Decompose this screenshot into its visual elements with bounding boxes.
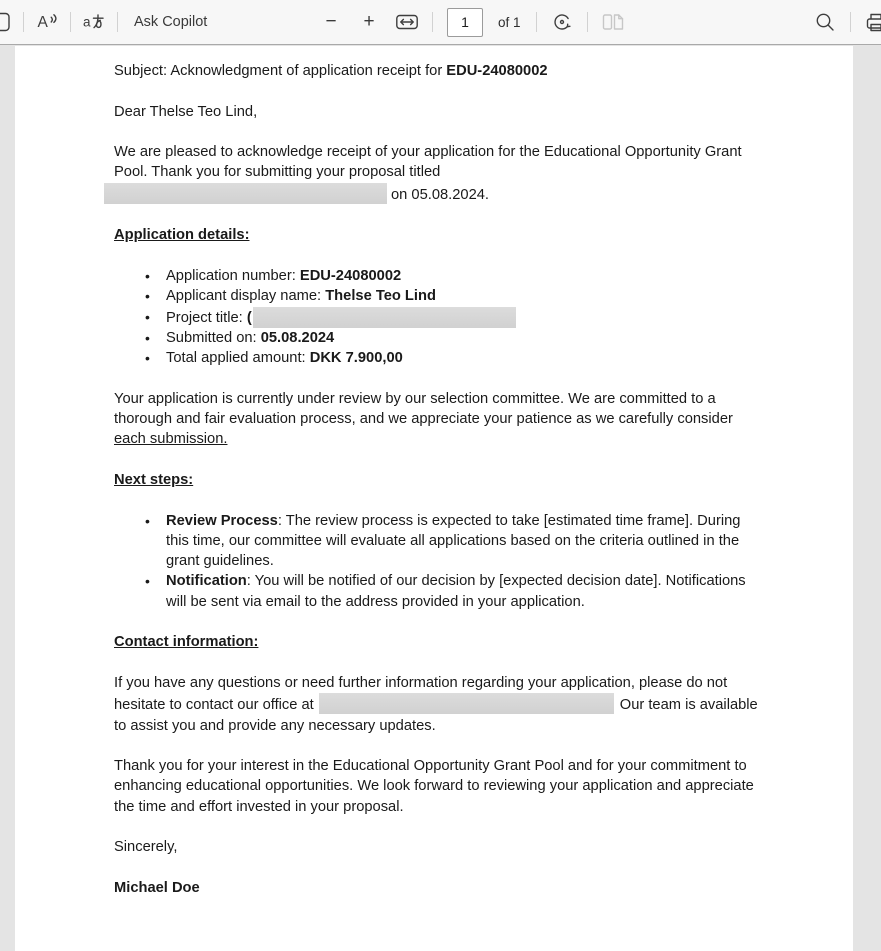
pdf-page — [15, 46, 853, 951]
closing-paragraph: Thank you for your interest in the Educational Opportunity Grant Pool and for your commitment to enhancing educational opportunities. We look forward to reviewing your application and appreciate the time and effort invested in your proposal. — [114, 758, 754, 815]
redaction-box — [253, 307, 516, 328]
greeting: Dear Thelse Teo Lind, — [114, 103, 258, 120]
list-item: • Review Process: The review process is expected to take [estimated time frame]. During this time, our committee will evaluate all applications based on the criteria outlined in the grant guidelines. — [166, 511, 766, 572]
print-icon[interactable] — [863, 7, 881, 37]
review-paragraph: Your application is currently under review by our selection committee. We are committed to a thorough and fair evaluation process, and we appreciate your patience as we carefully consider each submission. — [114, 390, 733, 448]
toolbar-divider — [70, 12, 71, 32]
intro-paragraph: We are pleased to acknowledge receipt of your application for the Educational Opportunity Grant Pool. Thank you for submitting your proposal titled on 05.08.2024. — [114, 142, 766, 205]
toolbar-divider — [850, 12, 851, 32]
redaction-box — [104, 183, 387, 204]
contact-paragraph: If you have any questions or need further information regarding your application, please do not hesitate to contact our office at Our team is available to assist you and provide any necessary updates. — [114, 674, 758, 734]
contact-information-heading: Contact information: — [114, 634, 259, 651]
outline-icon[interactable] — [0, 7, 13, 37]
list-item: • Notification: You will be notified of our decision by [expected decision date]. Notifications will be sent via email to the address provided in your application. — [166, 571, 766, 612]
next-steps-list — [114, 511, 766, 612]
rotate-icon[interactable] — [549, 7, 575, 37]
toolbar-divider — [536, 12, 537, 32]
list-item: • Submitted on: 05.08.2024 — [166, 328, 766, 348]
page-view-icon — [600, 7, 626, 37]
toolbar-divider — [117, 12, 118, 32]
document-viewport[interactable] — [0, 46, 881, 951]
list-item: • Application number: EDU-24080002 — [166, 266, 766, 286]
subject-line: Subject: Acknowledgment of application receipt for EDU-24080002 — [114, 63, 548, 79]
search-icon[interactable] — [812, 7, 838, 37]
toolbar-divider — [432, 12, 433, 32]
translate-icon[interactable] — [81, 7, 107, 37]
list-item: • Project title: ( — [166, 307, 766, 328]
signoff: Sincerely, — [114, 839, 178, 856]
page-number-input[interactable] — [447, 8, 483, 37]
next-steps-heading: Next steps: — [114, 471, 194, 488]
list-item: • Applicant display name: Thelse Teo Lind — [166, 286, 766, 306]
application-id: EDU-24080002 — [446, 63, 548, 79]
toolbar-divider — [587, 12, 588, 32]
application-details-heading: Application details: — [114, 227, 250, 244]
redaction-box — [319, 693, 614, 714]
letter-content — [15, 46, 853, 898]
ask-copilot-button[interactable]: Ask Copilot — [128, 14, 213, 30]
read-aloud-icon[interactable] — [34, 7, 60, 37]
page-count-label: of 1 — [498, 14, 521, 30]
signature: Michael Doe — [114, 879, 200, 896]
fit-width-icon[interactable] — [394, 7, 420, 37]
zoom-out-button[interactable]: − — [318, 7, 344, 37]
zoom-in-button[interactable]: + — [356, 7, 382, 37]
pdf-toolbar — [0, 0, 881, 45]
application-details-list — [114, 266, 766, 368]
svg-text:A: A — [37, 14, 48, 31]
toolbar-divider — [23, 12, 24, 32]
svg-text:a: a — [83, 14, 91, 30]
list-item: • Total applied amount: DKK 7.900,00 — [166, 348, 766, 368]
